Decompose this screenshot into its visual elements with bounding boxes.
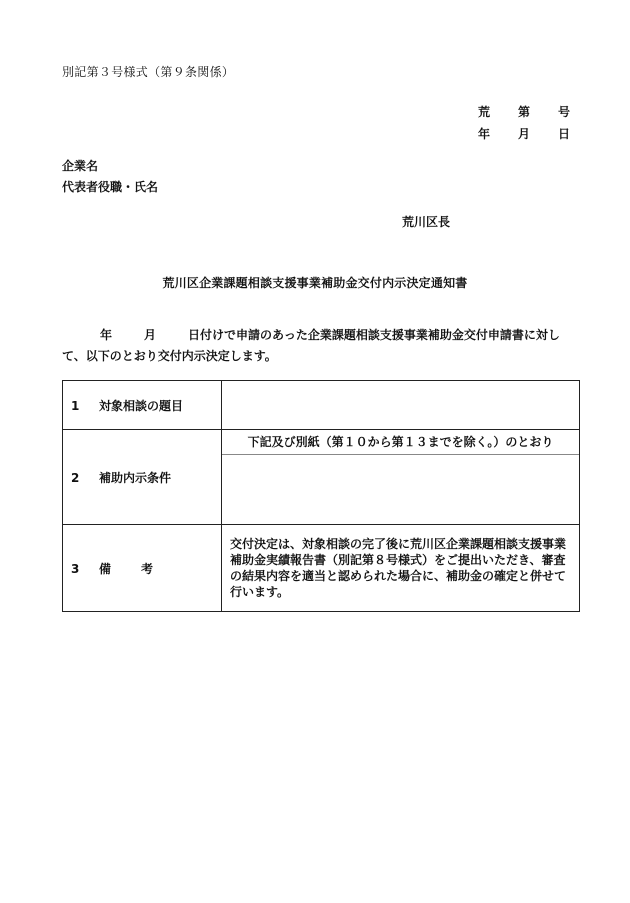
row-label-a: 備	[99, 561, 112, 576]
row-label-cell	[63, 430, 222, 525]
conditions-table	[62, 380, 580, 612]
body-line-1	[62, 325, 582, 346]
remarks-line: 交付決定は、対象相談の完了後に荒川区企業課題相談支援事業	[230, 537, 567, 551]
remarks-line: 補助金実績報告書（別記第８号様式）をご提出いただき、審査	[230, 553, 566, 567]
document-title: 荒川区企業課題相談支援事業補助金交付内示決定通知書	[162, 276, 468, 290]
reference-number-line	[478, 101, 570, 123]
remarks-text	[222, 536, 579, 600]
condition-text: 下記及び別紙（第１０から第１３までを除く。）のとおり	[222, 430, 579, 455]
reference-prefix: 荒	[478, 105, 491, 119]
form-label: 別記第３号様式（第９条関係）	[62, 65, 235, 79]
remarks-line: の結果内容を適当と認められた場合に、補助金の確定と併せて	[230, 569, 567, 583]
reference-block	[478, 101, 570, 145]
table-row	[63, 525, 580, 612]
row-label-cell	[63, 381, 222, 430]
reference-go: 号	[557, 105, 570, 119]
condition-blank-area	[222, 455, 579, 524]
reference-dai: 第	[517, 105, 530, 119]
company-name-label: 企業名	[62, 159, 99, 173]
reference-date-line	[478, 123, 570, 145]
body-year: 年	[100, 328, 113, 342]
body-paragraph	[62, 325, 582, 367]
body-line-2: て、以下のとおり交付内示決定します。	[62, 349, 277, 363]
row-number: 1	[71, 398, 80, 413]
reference-month: 月	[517, 127, 530, 141]
row-value-cell	[222, 430, 580, 525]
row-number: 2	[71, 470, 80, 485]
row-label: 補助内示条件	[99, 470, 172, 485]
reference-year: 年	[478, 127, 491, 141]
table-row	[63, 381, 580, 430]
reference-day: 日	[557, 127, 570, 141]
body-month: 月	[144, 328, 157, 342]
representative-label: 代表者役職・氏名	[62, 180, 159, 194]
row-label-b: 考	[141, 561, 154, 576]
row-label-cell	[63, 525, 222, 612]
row-value-cell	[222, 381, 580, 430]
row-number: 3	[71, 561, 80, 576]
row-value-cell	[222, 525, 580, 612]
addressee-block	[62, 156, 158, 198]
table-row	[63, 430, 580, 525]
body-line-1-rest: 日付けで申請のあった企業課題相談支援事業補助金交付申請書に対し	[188, 328, 560, 342]
row-label: 対象相談の題目	[99, 398, 184, 413]
remarks-line: 行います。	[230, 585, 290, 599]
sender-name: 荒川区長	[402, 215, 451, 229]
